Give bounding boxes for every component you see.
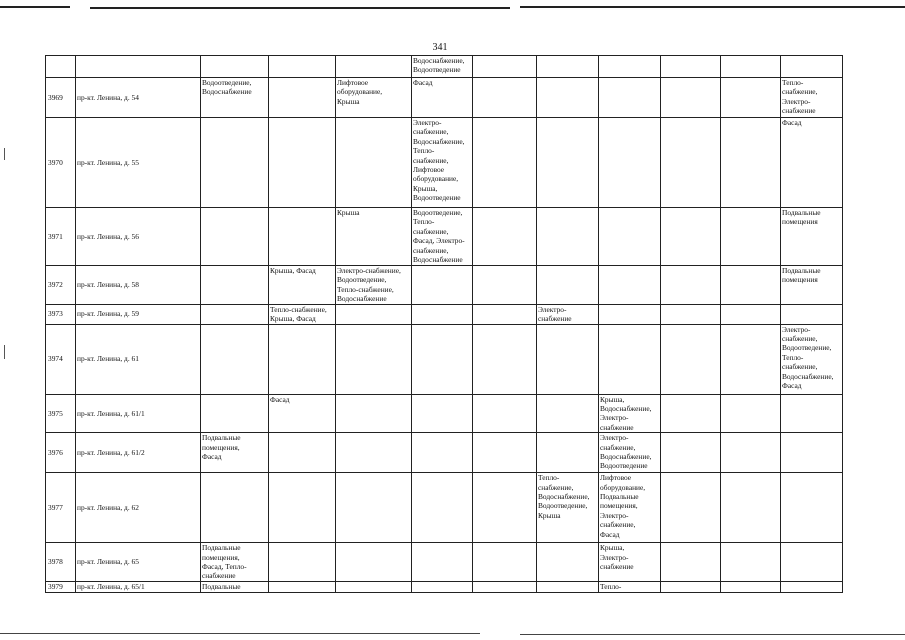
- work-cell: [599, 324, 661, 394]
- work-cell: [412, 118, 473, 208]
- work-cell: [781, 118, 843, 208]
- work-cell-text: Лифтовое оборудование, Подвальные помещения, Электро- снабжение, Фасад: [600, 473, 646, 539]
- work-cell: [599, 433, 661, 473]
- row-number: 3970: [46, 118, 76, 208]
- work-cell-text: Водоотведение, Тепло- снабжение, Фасад, Электро- снабжение, Водоснабжение: [413, 208, 465, 265]
- row-number: 3969: [46, 78, 76, 118]
- work-cell-text: Фасад: [270, 394, 290, 404]
- address-cell: пр-кт. Ленина, д. 61: [76, 324, 201, 394]
- work-cell: [473, 543, 537, 582]
- work-cell: [537, 433, 599, 473]
- row-number: 3972: [46, 266, 76, 305]
- work-cell: [781, 473, 843, 543]
- work-cell: [201, 543, 269, 582]
- address-cell: пр-кт. Ленина, д. 59: [76, 304, 201, 324]
- work-cell: [269, 394, 336, 433]
- work-cell: [661, 56, 721, 78]
- table-row: [46, 581, 843, 592]
- table-row: [46, 394, 843, 433]
- scan-line: [90, 7, 510, 9]
- work-cell: [473, 324, 537, 394]
- scan-edge-top: [0, 6, 905, 9]
- scan-edge-bottom: [0, 633, 905, 636]
- work-cell: [599, 118, 661, 208]
- scan-line: [520, 6, 905, 8]
- work-cell: [269, 78, 336, 118]
- work-cell: [336, 543, 412, 582]
- work-cell: [201, 581, 269, 592]
- work-cell: [721, 208, 781, 266]
- work-cell: [661, 473, 721, 543]
- scan-line: [520, 634, 905, 635]
- work-cell: [599, 78, 661, 118]
- work-cell: [412, 78, 473, 118]
- work-cell: [473, 394, 537, 433]
- work-cell: [661, 581, 721, 592]
- work-cell-text: Электро-снабжение, Водоотведение, Тепло-снабжение, Водоснабжение: [337, 266, 401, 304]
- work-cell: [336, 473, 412, 543]
- work-cell: [661, 118, 721, 208]
- work-cell-text: Лифтовое оборудование, Крыша: [337, 78, 383, 106]
- table-row: [46, 78, 843, 118]
- work-cell: [201, 473, 269, 543]
- work-cell: [721, 56, 781, 78]
- work-cell-text: Водоотведение, Водоснабжение: [202, 78, 252, 97]
- work-cell: [412, 304, 473, 324]
- work-cell: [537, 118, 599, 208]
- work-cell: [599, 543, 661, 582]
- work-cell: [336, 304, 412, 324]
- work-cell: [721, 433, 781, 473]
- row-number: 3977: [46, 473, 76, 543]
- work-cell: [537, 266, 599, 305]
- row-number: [46, 56, 76, 78]
- work-cell: [537, 78, 599, 118]
- work-cell-text: Электро- снабжение, Водоотведение, Тепло- снабжение, Водоснабжение, Фасад: [782, 324, 834, 391]
- work-cell: [269, 581, 336, 592]
- work-cell: [781, 324, 843, 394]
- work-cell: [269, 118, 336, 208]
- work-cell: [473, 266, 537, 305]
- work-cell: [661, 324, 721, 394]
- register-table: [45, 55, 843, 593]
- table-row: [46, 324, 843, 394]
- table-row: [46, 433, 843, 473]
- work-cell-text: Фасад: [413, 78, 433, 87]
- work-cell: [201, 394, 269, 433]
- work-cell: [537, 208, 599, 266]
- work-cell: [661, 78, 721, 118]
- work-cell-text: Электро- снабжение, Водоснабжение, Водоотведение: [600, 433, 652, 471]
- work-cell: [721, 324, 781, 394]
- row-number: 3979: [46, 581, 76, 592]
- work-cell: [269, 208, 336, 266]
- row-number: 3978: [46, 543, 76, 582]
- work-cell: [721, 78, 781, 118]
- work-cell: [412, 266, 473, 305]
- work-cell: [412, 394, 473, 433]
- work-cell-text: Тепло- снабжение, Электро- снабжение: [782, 78, 818, 116]
- work-cell-text: Крыша, Электро- снабжение: [600, 543, 634, 572]
- table-row: [46, 304, 843, 324]
- work-cell: [473, 78, 537, 118]
- work-cell: [473, 433, 537, 473]
- work-cell: [473, 118, 537, 208]
- work-cell: [537, 581, 599, 592]
- work-cell: [661, 394, 721, 433]
- scan-mark: [4, 148, 5, 160]
- work-cell: [201, 78, 269, 118]
- work-cell: [537, 543, 599, 582]
- work-cell: [201, 433, 269, 473]
- work-cell: [336, 394, 412, 433]
- work-cell: [336, 324, 412, 394]
- work-cell: [537, 473, 599, 543]
- table-row: [46, 473, 843, 543]
- work-cell: [201, 56, 269, 78]
- work-cell: [473, 56, 537, 78]
- work-cell: [537, 324, 599, 394]
- table-row: [46, 118, 843, 208]
- work-cell: [781, 581, 843, 592]
- work-cell: [269, 324, 336, 394]
- address-cell: пр-кт. Ленина, д. 56: [76, 208, 201, 266]
- row-number: 3975: [46, 394, 76, 433]
- work-cell: [336, 581, 412, 592]
- work-cell: [661, 543, 721, 582]
- work-cell-text: Фасад: [782, 118, 802, 127]
- work-cell: [721, 266, 781, 305]
- work-cell: [661, 304, 721, 324]
- work-cell: [537, 304, 599, 324]
- work-cell: [661, 433, 721, 473]
- work-cell-text: Крыша, Водоснабжение, Электро- снабжение: [600, 394, 652, 432]
- scan-mark: [4, 345, 5, 359]
- work-cell: [473, 208, 537, 266]
- work-cell: [781, 208, 843, 266]
- work-cell: [269, 433, 336, 473]
- work-cell-text: Тепло- снабжение, Водоснабжение, Водоотведение, Крыша: [538, 473, 590, 520]
- work-cell-text: Электро- снабжение: [538, 304, 572, 324]
- work-cell: [781, 543, 843, 582]
- work-cell: [781, 433, 843, 473]
- address-cell: пр-кт. Ленина, д. 55: [76, 118, 201, 208]
- address-cell: пр-кт. Ленина, д. 65: [76, 543, 201, 582]
- work-cell: [336, 56, 412, 78]
- work-cell: [721, 581, 781, 592]
- work-cell: [473, 581, 537, 592]
- work-cell-text: Тепло-снабжение, Крыша, Фасад: [270, 304, 327, 324]
- work-cell: [781, 304, 843, 324]
- work-cell: [336, 208, 412, 266]
- work-cell: [721, 118, 781, 208]
- work-cell-text: Крыша: [337, 208, 360, 217]
- address-cell: пр-кт. Ленина, д. 54: [76, 78, 201, 118]
- work-cell: [412, 473, 473, 543]
- table-row: [46, 543, 843, 582]
- scan-line: [0, 6, 70, 8]
- work-cell: [661, 266, 721, 305]
- work-cell: [269, 473, 336, 543]
- work-cell: [599, 304, 661, 324]
- work-cell: [412, 581, 473, 592]
- work-cell-text: Подвальные помещения: [782, 266, 821, 285]
- work-cell: [721, 473, 781, 543]
- work-cell: [412, 56, 473, 78]
- work-cell-text: Крыша, Фасад: [270, 266, 316, 275]
- work-cell: [201, 266, 269, 305]
- row-number: 3976: [46, 433, 76, 473]
- work-cell: [473, 304, 537, 324]
- work-cell: [599, 56, 661, 78]
- work-cell-text: Подвальные помещения: [782, 208, 821, 227]
- work-cell-text: Подвальные помещения, Фасад, Тепло- снабжение: [202, 543, 247, 581]
- address-cell: пр-кт. Ленина, д. 58: [76, 266, 201, 305]
- work-cell: [661, 208, 721, 266]
- work-cell: [781, 266, 843, 305]
- work-cell: [599, 581, 661, 592]
- work-cell: [269, 266, 336, 305]
- work-cell-text: Водоснабжение, Водоотведение: [413, 56, 465, 75]
- work-cell: [537, 56, 599, 78]
- work-cell: [721, 394, 781, 433]
- work-cell-text: Подвальные: [202, 581, 241, 591]
- work-cell: [599, 266, 661, 305]
- table-row: [46, 56, 843, 78]
- work-cell: [412, 543, 473, 582]
- work-cell: [721, 304, 781, 324]
- work-cell: [781, 394, 843, 433]
- work-cell: [781, 78, 843, 118]
- address-cell: пр-кт. Ленина, д. 61/1: [76, 394, 201, 433]
- work-cell: [201, 118, 269, 208]
- row-number: 3971: [46, 208, 76, 266]
- work-cell: [201, 324, 269, 394]
- address-cell: пр-кт. Ленина, д. 62: [76, 473, 201, 543]
- table-row: [46, 266, 843, 305]
- work-cell: [537, 394, 599, 433]
- work-cell: [412, 208, 473, 266]
- work-cell: [269, 543, 336, 582]
- work-cell-text: Тепло-: [600, 581, 622, 591]
- work-cell: [336, 433, 412, 473]
- work-cell: [269, 304, 336, 324]
- scan-line: [0, 633, 480, 634]
- work-cell-text: Электро- снабжение, Водоснабжение, Тепло- снабжение, Лифтовое оборудование, Крыша, Водоотведение: [413, 118, 465, 203]
- work-cell: [336, 118, 412, 208]
- table-row: [46, 208, 843, 266]
- work-cell: [201, 208, 269, 266]
- work-cell: [599, 208, 661, 266]
- work-cell: [473, 473, 537, 543]
- page-number: 341: [432, 42, 448, 53]
- work-cell: [201, 304, 269, 324]
- work-cell: [599, 473, 661, 543]
- address-cell: [76, 56, 201, 78]
- work-cell: [336, 78, 412, 118]
- work-cell: [336, 266, 412, 305]
- address-cell: пр-кт. Ленина, д. 61/2: [76, 433, 201, 473]
- work-cell: [721, 543, 781, 582]
- work-cell: [269, 56, 336, 78]
- work-cell: [412, 433, 473, 473]
- work-cell: [599, 394, 661, 433]
- work-cell-text: Подвальные помещения, Фасад: [202, 433, 241, 462]
- address-cell: пр-кт. Ленина, д. 65/1: [76, 581, 201, 592]
- row-number: 3973: [46, 304, 76, 324]
- work-cell: [781, 56, 843, 78]
- row-number: 3974: [46, 324, 76, 394]
- work-cell: [412, 324, 473, 394]
